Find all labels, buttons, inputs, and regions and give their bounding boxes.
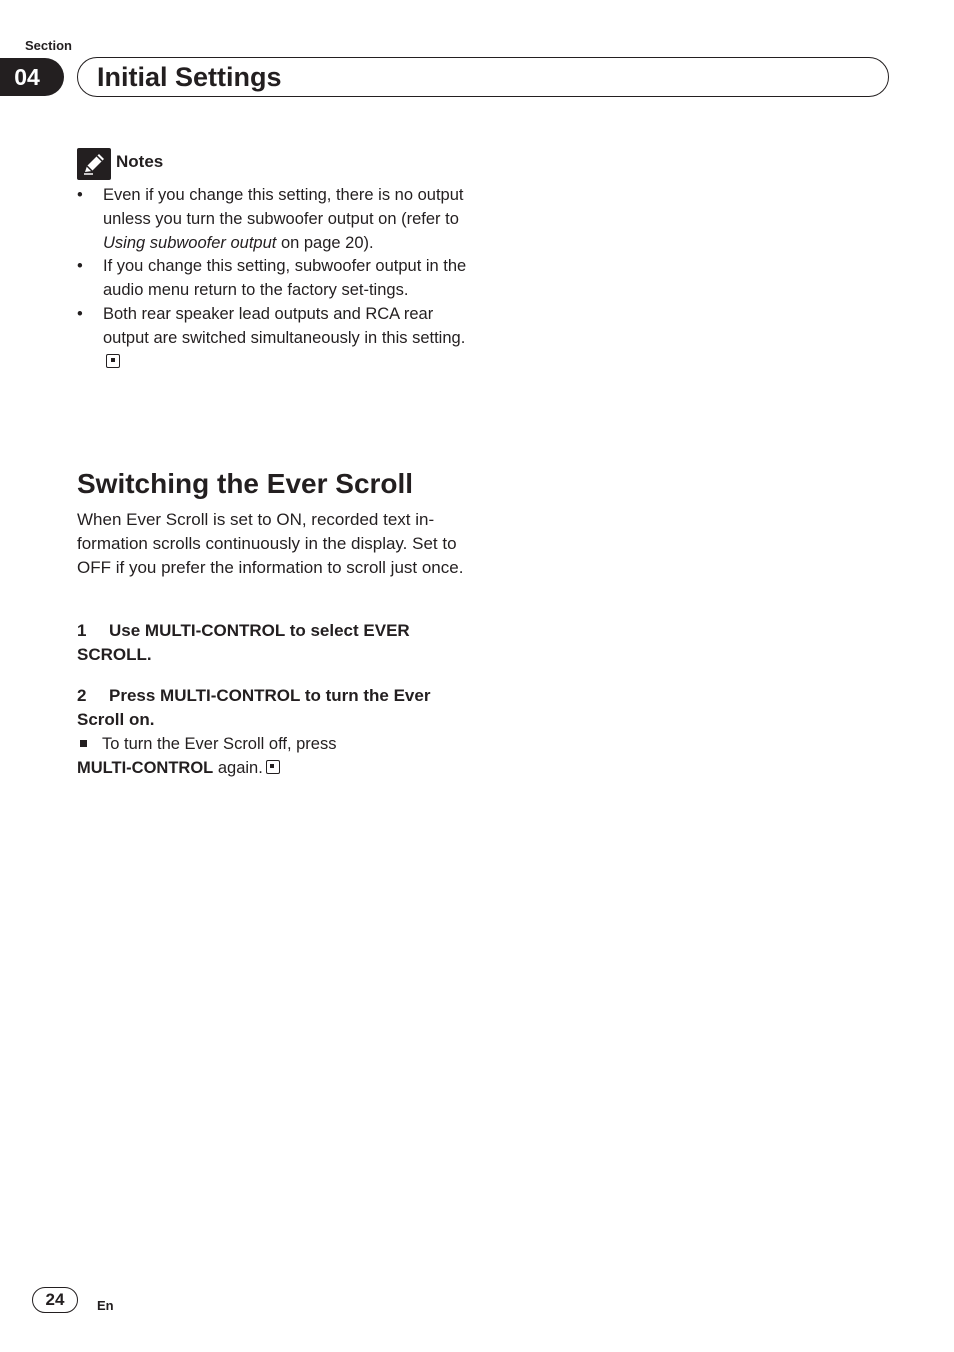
step-number: 1 — [77, 621, 87, 640]
section-paragraph: When Ever Scroll is set to ON, recorded text in-formation scrolls continuously in the display. Set to OFF if you prefer the information to scroll just once. — [77, 510, 464, 577]
sub-note-bold: MULTI-CONTROL — [77, 758, 214, 777]
cross-reference: Using subwoofer output — [103, 233, 277, 252]
section-heading: Switching the Ever Scroll — [77, 468, 414, 499]
language-label: En — [97, 1298, 114, 1313]
notes-label: Notes — [116, 152, 164, 171]
step-text: Press MULTI-CONTROL to turn the Ever Scroll on. — [77, 686, 431, 729]
step-1 — [77, 619, 477, 667]
step-2 — [77, 684, 477, 732]
square-bullet-icon — [80, 740, 87, 747]
list-item: • Both rear speaker lead outputs and RCA rear output are switched simultaneously in this setting. — [77, 303, 472, 374]
list-item: • If you change this setting, subwoofer output in the audio menu return to the factory set-tings. — [77, 257, 467, 300]
end-mark-icon — [106, 354, 120, 368]
end-mark-icon — [266, 760, 280, 774]
sub-note — [77, 733, 477, 781]
note-text: Both rear speaker lead outputs and RCA rear output are switched simultaneously in this setting. — [103, 304, 466, 347]
note-text: on page 20). — [276, 233, 374, 252]
note-text: If you change this setting, subwoofer output in the audio menu return to the factory set-tings. — [103, 257, 467, 300]
note-text: Even if you change this setting, there is no output unless you turn the subwoofer output on (refer to — [103, 186, 464, 228]
page-title: Initial Settings — [97, 62, 282, 92]
page-number: 24 — [32, 1287, 78, 1313]
pencil-icon — [77, 148, 111, 180]
step-text: Use MULTI-CONTROL to select EVER SCROLL. — [77, 621, 410, 664]
step-number: 2 — [77, 686, 87, 705]
list-item: • Even if you change this setting, there is no output unless you turn the subwoofer output on (refer to Using subwoofer output on page 20). — [77, 186, 464, 252]
section-label: Section — [25, 38, 72, 53]
section-number-tab: 04 — [0, 58, 64, 96]
sub-note-text: To turn the Ever Scroll off, press — [102, 735, 337, 753]
notes-list — [77, 184, 472, 374]
sub-note-after: again. — [217, 758, 263, 777]
